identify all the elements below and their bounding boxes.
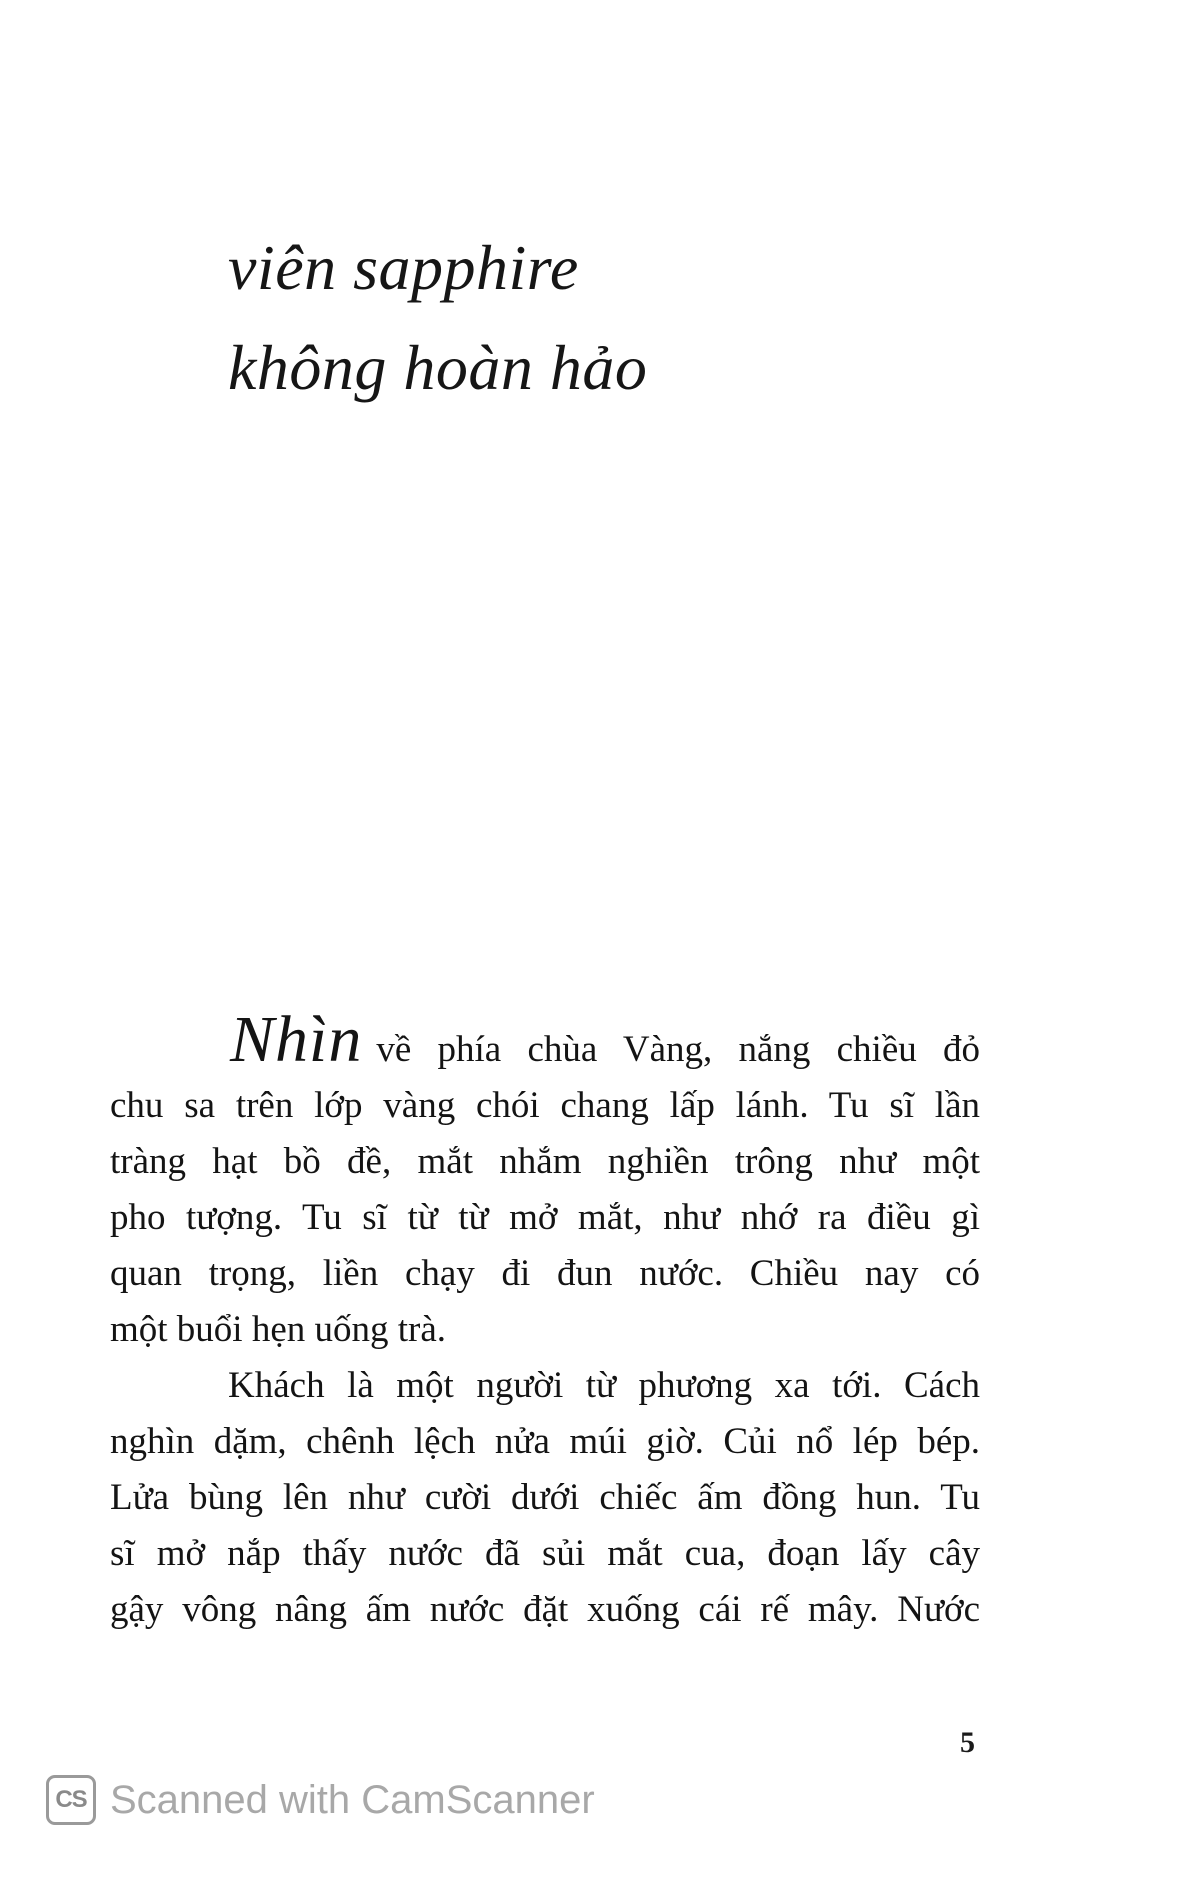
body-line-8: nghìn dặm, chênh lệch nửa múi giờ. Củi nổ lép bép. — [110, 1421, 980, 1462]
scanner-watermark — [46, 1770, 595, 1830]
body-line-1 — [110, 1003, 980, 1078]
body-line-5: quan trọng, liền chạy đi đun nước. Chiều nay có — [110, 1253, 980, 1294]
body-line-7: Khách là một người từ phương xa tới. Cách — [228, 1365, 980, 1406]
page-number: 5 — [960, 1726, 975, 1759]
body-line-1-text: về phía chùa Vàng, nắng chiều đỏ — [376, 1029, 980, 1070]
body-line-3: tràng hạt bồ đề, mắt nhắm nghiền trông như một — [110, 1141, 980, 1182]
chapter-title-line-1: viên sapphire — [228, 232, 579, 303]
camscanner-logo-icon: CS — [46, 1775, 96, 1825]
body-text — [110, 1003, 980, 1638]
body-line-11: gậy vông nâng ấm nước đặt xuống cái rế mây. Nước — [110, 1589, 980, 1630]
chapter-title — [228, 218, 928, 418]
watermark-text: Scanned with CamScanner — [110, 1777, 595, 1822]
body-line-4: pho tượng. Tu sĩ từ từ mở mắt, như nhớ ra điều gì — [110, 1197, 980, 1238]
chapter-title-line-2: không hoàn hảo — [228, 332, 648, 403]
body-line-9: Lửa bùng lên như cười dưới chiếc ấm đồng hun. Tu — [110, 1477, 980, 1518]
body-line-2: chu sa trên lớp vàng chói chang lấp lánh. Tu sĩ lần — [110, 1085, 980, 1126]
body-line-6: một buổi hẹn uống trà. — [110, 1309, 447, 1350]
body-line-10: sĩ mở nắp thấy nước đã sủi mắt cua, đoạn lấy cây — [110, 1533, 980, 1574]
dropcap-word: Nhìn — [230, 1003, 363, 1076]
